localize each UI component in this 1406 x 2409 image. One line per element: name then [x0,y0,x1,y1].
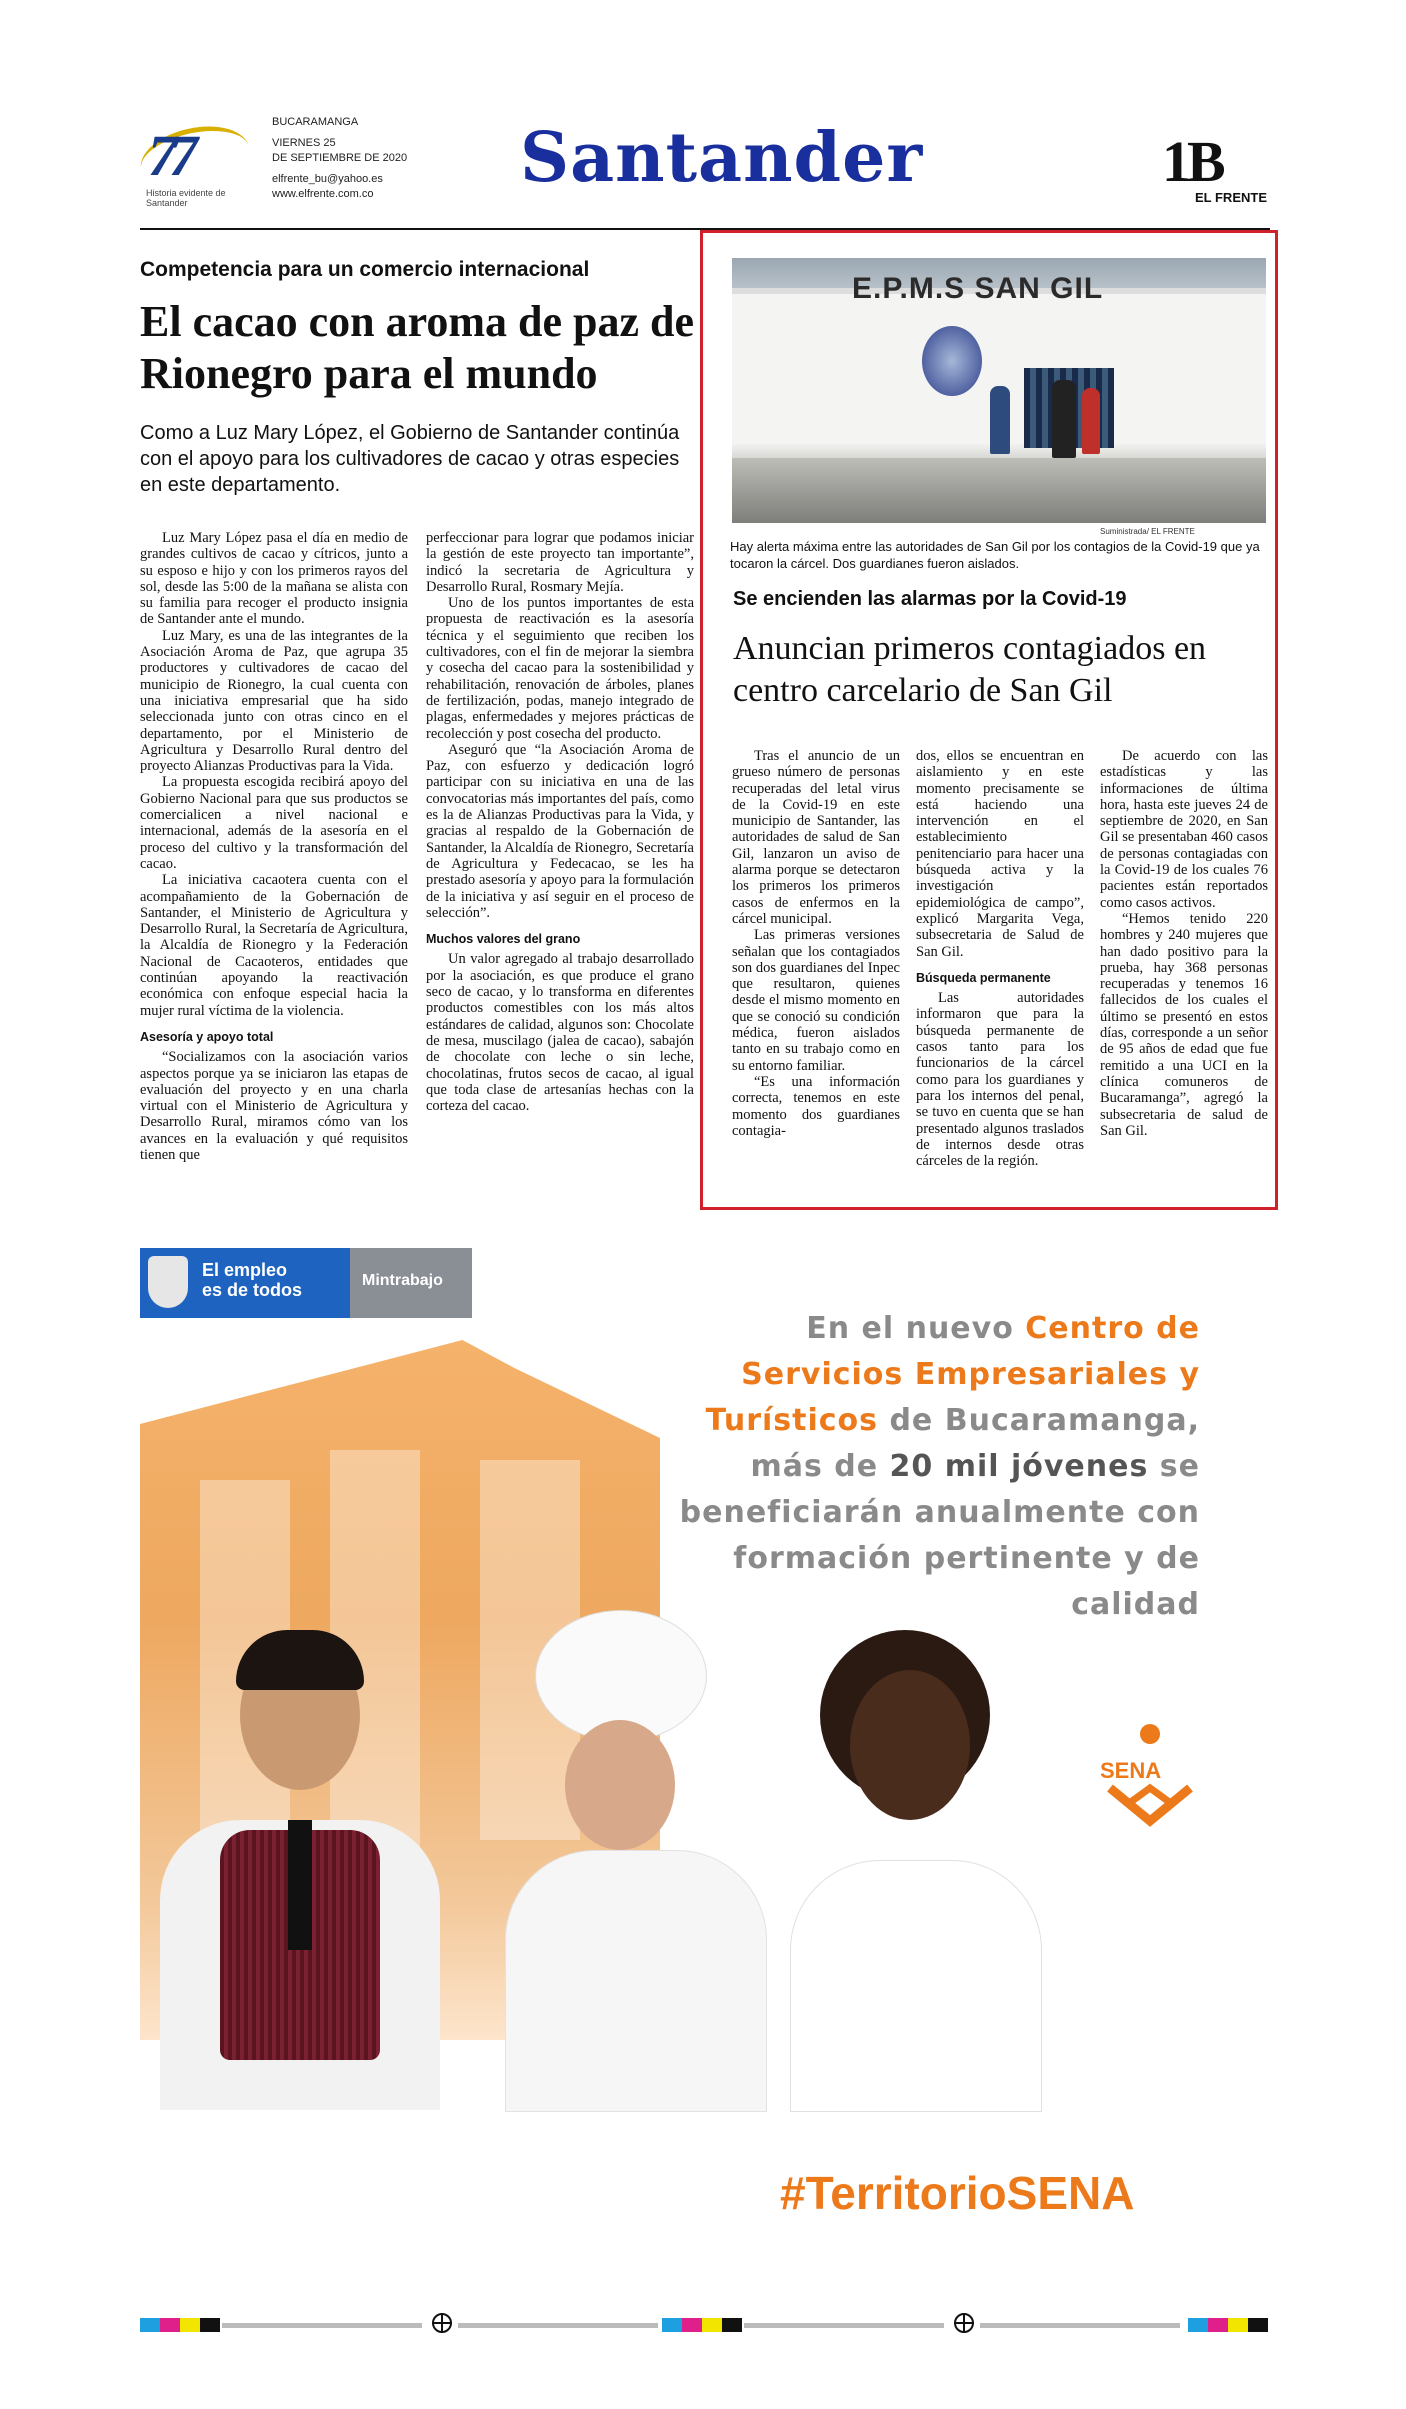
student-female [770,1630,1050,2110]
student-male [160,1640,440,2110]
right-headline: Anuncian primeros contagiados en centro carcelario de San Gil [733,630,1207,709]
ad-text-mid: de Bucaramanga, más de [750,1403,1200,1484]
ad-message [640,1306,1200,1628]
face [850,1670,970,1820]
masthead-info [272,116,407,203]
student-chef [505,1610,765,2110]
registration-mark-icon [432,2313,452,2333]
sena-wordmark: SENA [1100,1758,1162,1783]
slogan-line-1: El empleo [202,1260,288,1280]
tie [288,1820,312,1950]
paragraph: perfeccionar para lograr que podamos iniciar la gestión de este proyecto tan importante”, indicó la secretaria de Agricultura y Desarrollo Rural, Rosmary Mejía. [426,530,694,595]
masthead-website: www.elfrente.com.co [272,188,374,200]
paragraph: Luz Mary, es una de las integrantes de la Asociación Aroma de Paz, que agrupa 35 productores y cultivadores de cacao del municipio de Rionegro, la cual cuenta con una iniciativa empresarial que ha sido seleccionada junto con otras cinco en el departamento, por el Ministerio de Agricultura y Desarrollo Rural dentro del proyecto Alianzas Productivas para la Vida. [140,627,408,775]
ad-text-pre: En el nuevo [806,1311,1026,1346]
slogan-line-2: es de todos [202,1280,303,1300]
anniversary-logo [140,118,260,208]
hashtag [780,2166,1134,2220]
person [1052,380,1076,458]
shirt [790,1860,1042,2112]
right-col-1 [732,748,900,1139]
ad-text-post: se beneficiarán anualmente con formación pertinente y de calidad [679,1449,1200,1622]
paragraph: “Socializamos con la asociación varios aspectos porque ya se iniciaron las etapas de evaluación del proyecto y en una charla virtual con el Ministerio de Agricultura y Desarrollo Rural, miramos cómo van los avances en la evaluación y qué requisitos tienen que [140,1049,408,1163]
masthead-day: VIERNES 25 [272,137,336,149]
print-bar [458,2323,658,2328]
cmyk-strip [140,2318,220,2332]
ministry-name: Mintrabajo [362,1272,443,1289]
paragraph: Las autoridades informaron que para la búsqueda permanente de casos tanto para los funcionarios de la cárcel como para los guardianes y para los internos del penal, se tuvo en cuenta que se han presentado algunos traslados de internos desde otras cárceles de la región. [916,990,1084,1170]
paragraph: dos, ellos se encuentran en aislamiento y en este momento precisamente se está haciendo una intervención en el establecimiento penitenciario para hacer una búsqueda activa y la investigación epidemiológica de campo”, explicó Margarita Vega, subsecretaria de Salud de San Gil. [916,748,1084,960]
masthead-email: elfrente_bu@yahoo.es [272,173,383,185]
paragraph: Uno de los puntos importantes de esta propuesta de reactivación es la asesoría técnica y el seguimiento que reciben los cultivadores, con el fin de mejorar la siembra y cosecha del cacao para la sostenibilidad y rehabilitación, renovación de árboles, planes de fertilización, podas, manejo integrado de plagas, enfermedades y mejores prácticas de recolección y post cosecha del producto. [426,595,694,742]
photo-sign: E.P.M.S SAN GIL [852,272,1104,305]
cmyk-strip [1188,2318,1268,2332]
masthead-date: DE SEPTIEMBRE DE 2020 [272,152,408,164]
left-kicker: Competencia para un comercio internacional [140,258,590,281]
inpec-emblem [922,326,982,396]
photo-caption: Hay alerta máxima entre las autoridades de San Gil por los contagios de la Covid-19 que ya tocaron la cárcel. Dos guardianes fueron aislados. [730,539,1260,571]
print-bar [222,2323,422,2328]
print-bar [980,2323,1180,2328]
paragraph: “Hemos tenido 220 hombres y 240 mujeres que han dado positivo para la prueba, hay 368 personas recuperadas y tenemos 16 fallecidos de los cuales el último se presentó en estos días, corresponde a un señor de 95 años de edad que fue remitido a una UCI en la clínica comuneros de Bucaramanga”, agregó la subsecretaria de salud de San Gil. [1100,910,1268,1139]
logo-number: 77 [148,123,190,188]
sena-logo [1090,1716,1210,1836]
hashtag-prefix: #Territorio [780,2167,1007,2219]
person [1082,388,1100,454]
print-bar [744,2323,944,2328]
ad-text-highlight-2: 20 mil jóvenes [889,1449,1149,1484]
paragraph: Un valor agregado al trabajo desarrollado por la asociación, es que produce el grano seco de cacao, y lo transforma en diferentes productos comestibles con los más altos estándares de calidad, algunos son: Chocolate de mesa, muscilago (jalea de cacao), sabajón de chocolate con leche o sin leche, chocolatinas, frutos secos de cacao, al igual que toda clase de artesanías hechas con la corteza del cacao. [426,951,694,1115]
photo-credit: Suministrada/ EL FRENTE [1100,527,1195,536]
paragraph: La iniciativa cacaotera cuenta con el acompañamiento de la Gobernación de Santander, el Ministerio de Agricultura y Desarrollo Rural, la Secretaría de Agricultura, la Alcaldía de Rionegro y la Federación Nacional de Cacaoteros, entidades que continúan apoyando la reactivación económica con enfoque especial hacia la mujer rural víctima de la violencia. [140,872,408,1019]
subhead: Asesoría y apoyo total [140,1029,274,1044]
hashtag-sena: SENA [1006,2167,1135,2219]
paragraph: De acuerdo con las estadísticas y las informaciones de última hora, hasta este jueves 24 de septiembre de 2020, en San Gil se presentaban 460 casos de personas contagiadas con la Covid-19 de los cuales 76 pacientes están reportados como casos activos. [1100,748,1268,911]
ad-text-highlight-1: Centro de Servicios Empresariales y Turísticos [705,1311,1200,1438]
paragraph: Luz Mary López pasa el día en medio de grandes cultivos de cacao y cítricos, junto a su esposo e hijo y con los primeros rayos del sol, desde las 5:00 de la mañana se alista con su familia para recoger el producto insignia de Santander ante el mundo. [140,530,408,628]
mintrabajo-logo [140,1248,472,1318]
logo-slogan [202,1260,302,1300]
subhead: Búsqueda permanente [916,970,1051,985]
left-dek: Como a Luz Mary López, el Gobierno de Santander continúa con el apoyo para los cultivadores de cacao y otras especies en este departamento. [140,422,680,496]
paragraph: La propuesta escogida recibirá apoyo del Gobierno Nacional para que sus productos se comercialicen a nivel nacional e internacional, además de la asesoría en el proceso del cultivo y la transformación del cacao. [140,774,408,872]
cmyk-strip [662,2318,742,2332]
left-col-2 [426,530,694,1114]
paragraph: Aseguró que “la Asociación Aroma de Paz, con esfuerzo y dedicación logró participar con su iniciativa en una de las convocatorias más importantes del país, como es la de Alianzas Productivas para la Vida, y gracias al respaldo de la Gobernación de Santander, la Alcaldía de Rionegro, Secretaría de Agricultura y Fedecacao, se les ha prestado asesoría y apoyo para la formulación de la iniciativa y así seguir en el proceso de selección”. [426,741,694,921]
chef-jacket [505,1850,767,2112]
left-col-1 [140,530,408,1163]
paragraph: “Es una información correcta, tenemos en este momento dos guardianes contagia- [732,1073,900,1139]
right-col-2 [916,748,1084,1169]
left-headline: El cacao con aroma de paz de Rionegro para el mundo [140,297,695,398]
logo-caption: Historia evidente de Santander [146,188,226,208]
face [565,1720,675,1850]
person [990,386,1010,454]
coat-of-arms-icon [148,1256,188,1308]
masthead-city: BUCARAMANGA [272,116,359,128]
right-col-3 [1100,748,1268,1139]
page-number: 1B [1162,129,1222,194]
page-brand: EL FRENTE [1195,190,1267,205]
street [732,458,1266,523]
prison-photo [732,258,1266,523]
section-title: Santander [520,118,924,198]
registration-mark-icon [954,2313,974,2333]
subhead: Muchos valores del grano [426,932,581,947]
paragraph: Las primeras versiones señalan que los contagiados son dos guardianes del Inpec que resultaron, quienes desde el mismo momento en que se conoció su condición médica, fueron aislados tanto en su trabajo como en su entorno familiar. [732,927,900,1074]
right-kicker: Se encienden las alarmas por la Covid-19 [733,588,1127,610]
paragraph: Tras el anuncio de un grueso número de personas recuperadas del letal virus de la Covid-19 en este municipio de Santander, las autoridades de salud de San Gil, lanzaron un aviso de alarma porque se detectaron los primeros los primeros casos de enfermos en la cárcel municipal. [732,748,900,927]
